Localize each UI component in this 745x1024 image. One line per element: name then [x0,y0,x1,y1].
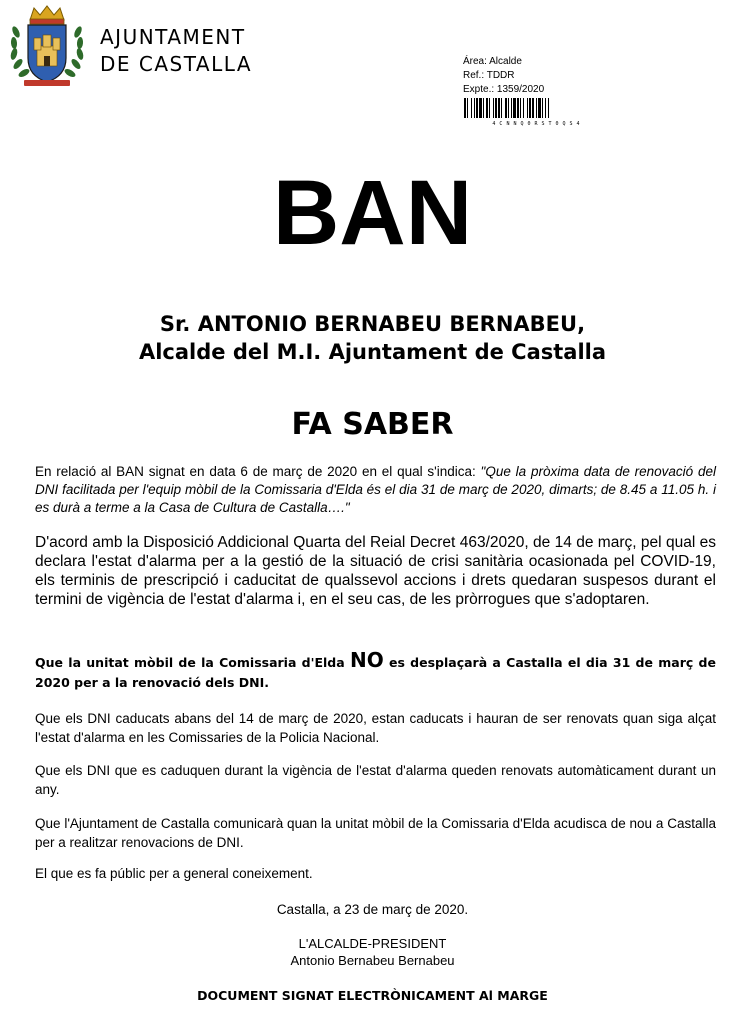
barcode-bar [517,98,519,118]
paragraph-previous-ban [35,463,716,517]
barcode-bar [508,98,509,118]
notice-part1: Que la unitat mòbil de la Comissaria d'Elda [35,655,350,670]
municipality-name-line1: AJUNTAMENT [100,25,246,49]
paragraph-mobile-unit-notice [35,650,716,693]
castalla-coat-of-arms-logo [4,2,90,88]
mayor-role: Alcalde del M.I. Ajuntament de Castalla [138,340,607,364]
document-title: BAN [272,162,473,264]
municipality-name-line2: DE CASTALLA [100,52,253,76]
notice-part2: es desplaçarà a Castalla el dia 31 de març de 2020 per a la renovació dels DNI. [35,655,716,690]
mayor-heading [0,310,745,366]
barcode-bar [464,98,466,118]
barcode-bar [548,98,549,118]
place-and-date: Castalla, a 23 de març de 2020. [276,902,469,917]
area-label: Área: Alcalde [463,56,522,67]
barcode-bar [523,98,524,118]
barcode-bar [520,98,521,118]
barcode-bar [501,98,502,118]
barcode-bar [536,98,537,118]
reference-label: Ref.: TDDR [463,70,515,81]
paragraph-previous-ban-lead: En relació al BAN signat en data 6 de març de 2020 en el qual s'indica: [35,464,481,479]
barcode-bar [513,98,516,118]
paragraph-expired-dni: Que els DNI caducats abans del 14 de març de 2020, estan caducats i hauran de ser renovats quan siga alçat l'estat d'alarma en les Comissaries de la Policia Nacional. [35,711,716,745]
document-metadata [463,55,544,97]
barcode-bar [532,98,534,118]
barcode-bar [467,98,468,118]
barcode-bar [489,98,490,118]
barcode-text: 4CNNQ0RST0QS4 [492,121,584,126]
electronic-signature-note: DOCUMENT SIGNAT ELECTRÒNICAMENT Al MARGE [197,988,548,1003]
barcode-bar [495,98,497,118]
document-barcode [463,98,613,126]
municipality-name [100,24,252,78]
barcode-bar [527,98,528,118]
notice-no-emphasis: NO [349,648,384,672]
announcement-heading: FA SABER [291,407,454,442]
barcode-bar [493,98,494,118]
signatory-name: Antonio Bernabeu Bernabeu [290,953,455,968]
paragraph-royal-decree: D'acord amb la Disposició Addicional Quarta del Reial Decret 463/2020, de 14 de març, pel qual es declara l'estat d'alarma per a la gestió de la situació de crisi sanitària ocasionada pel COVID-19, els terminis de prescripció i caducitat de qualssevol accions i drets quedaran suspesos durant el termini de vigència de l'estat d'alarma i, en el seu cas, de les pròrrogues que s'adoptaren. [35,534,716,608]
barcode-bar [486,98,488,118]
barcode-bar [474,98,475,118]
signature-block [0,935,745,969]
barcode-bar [545,98,546,118]
barcode-bar [476,98,478,118]
barcode-bar [479,98,482,118]
barcode-bar [538,98,541,118]
paragraph-public-notice: El que es fa públic per a general coneixement. [35,866,313,881]
barcode-bar [505,98,507,118]
paragraph-auto-renewal: Que els DNI que es caduquen durant la vigència de l'estat d'alarma queden renovats automàticament durant un any. [35,763,716,797]
file-number-label: Expte.: 1359/2020 [463,84,545,95]
paragraph-future-communication: Que l'Ajuntament de Castalla comunicarà quan la unitat mòbil de la Comissaria d'Elda acudisca de nou a Castalla per a realitzar renovacions de DNI. [35,816,716,850]
signatory-role: L'ALCALDE-PRESIDENT [298,936,447,951]
barcode-bar [542,98,543,118]
barcode-bar [471,98,472,118]
barcode-bar [498,98,500,118]
barcode-bar [511,98,512,118]
barcode-bar [483,98,484,118]
barcode-bar [529,98,531,118]
mayor-name: Sr. ANTONIO BERNABEU BERNABEU, [159,312,586,336]
paragraph-previous-ban-quote: "Que la pròxima data de renovació del DNI facilitada per l'equip mòbil de la Comissaria d'Elda és el dia 31 de març de 2020, dimarts; de 8.45 a 11.05 h. i es durà a terme a la Casa de Cultura de Castalla…." [35,464,716,515]
